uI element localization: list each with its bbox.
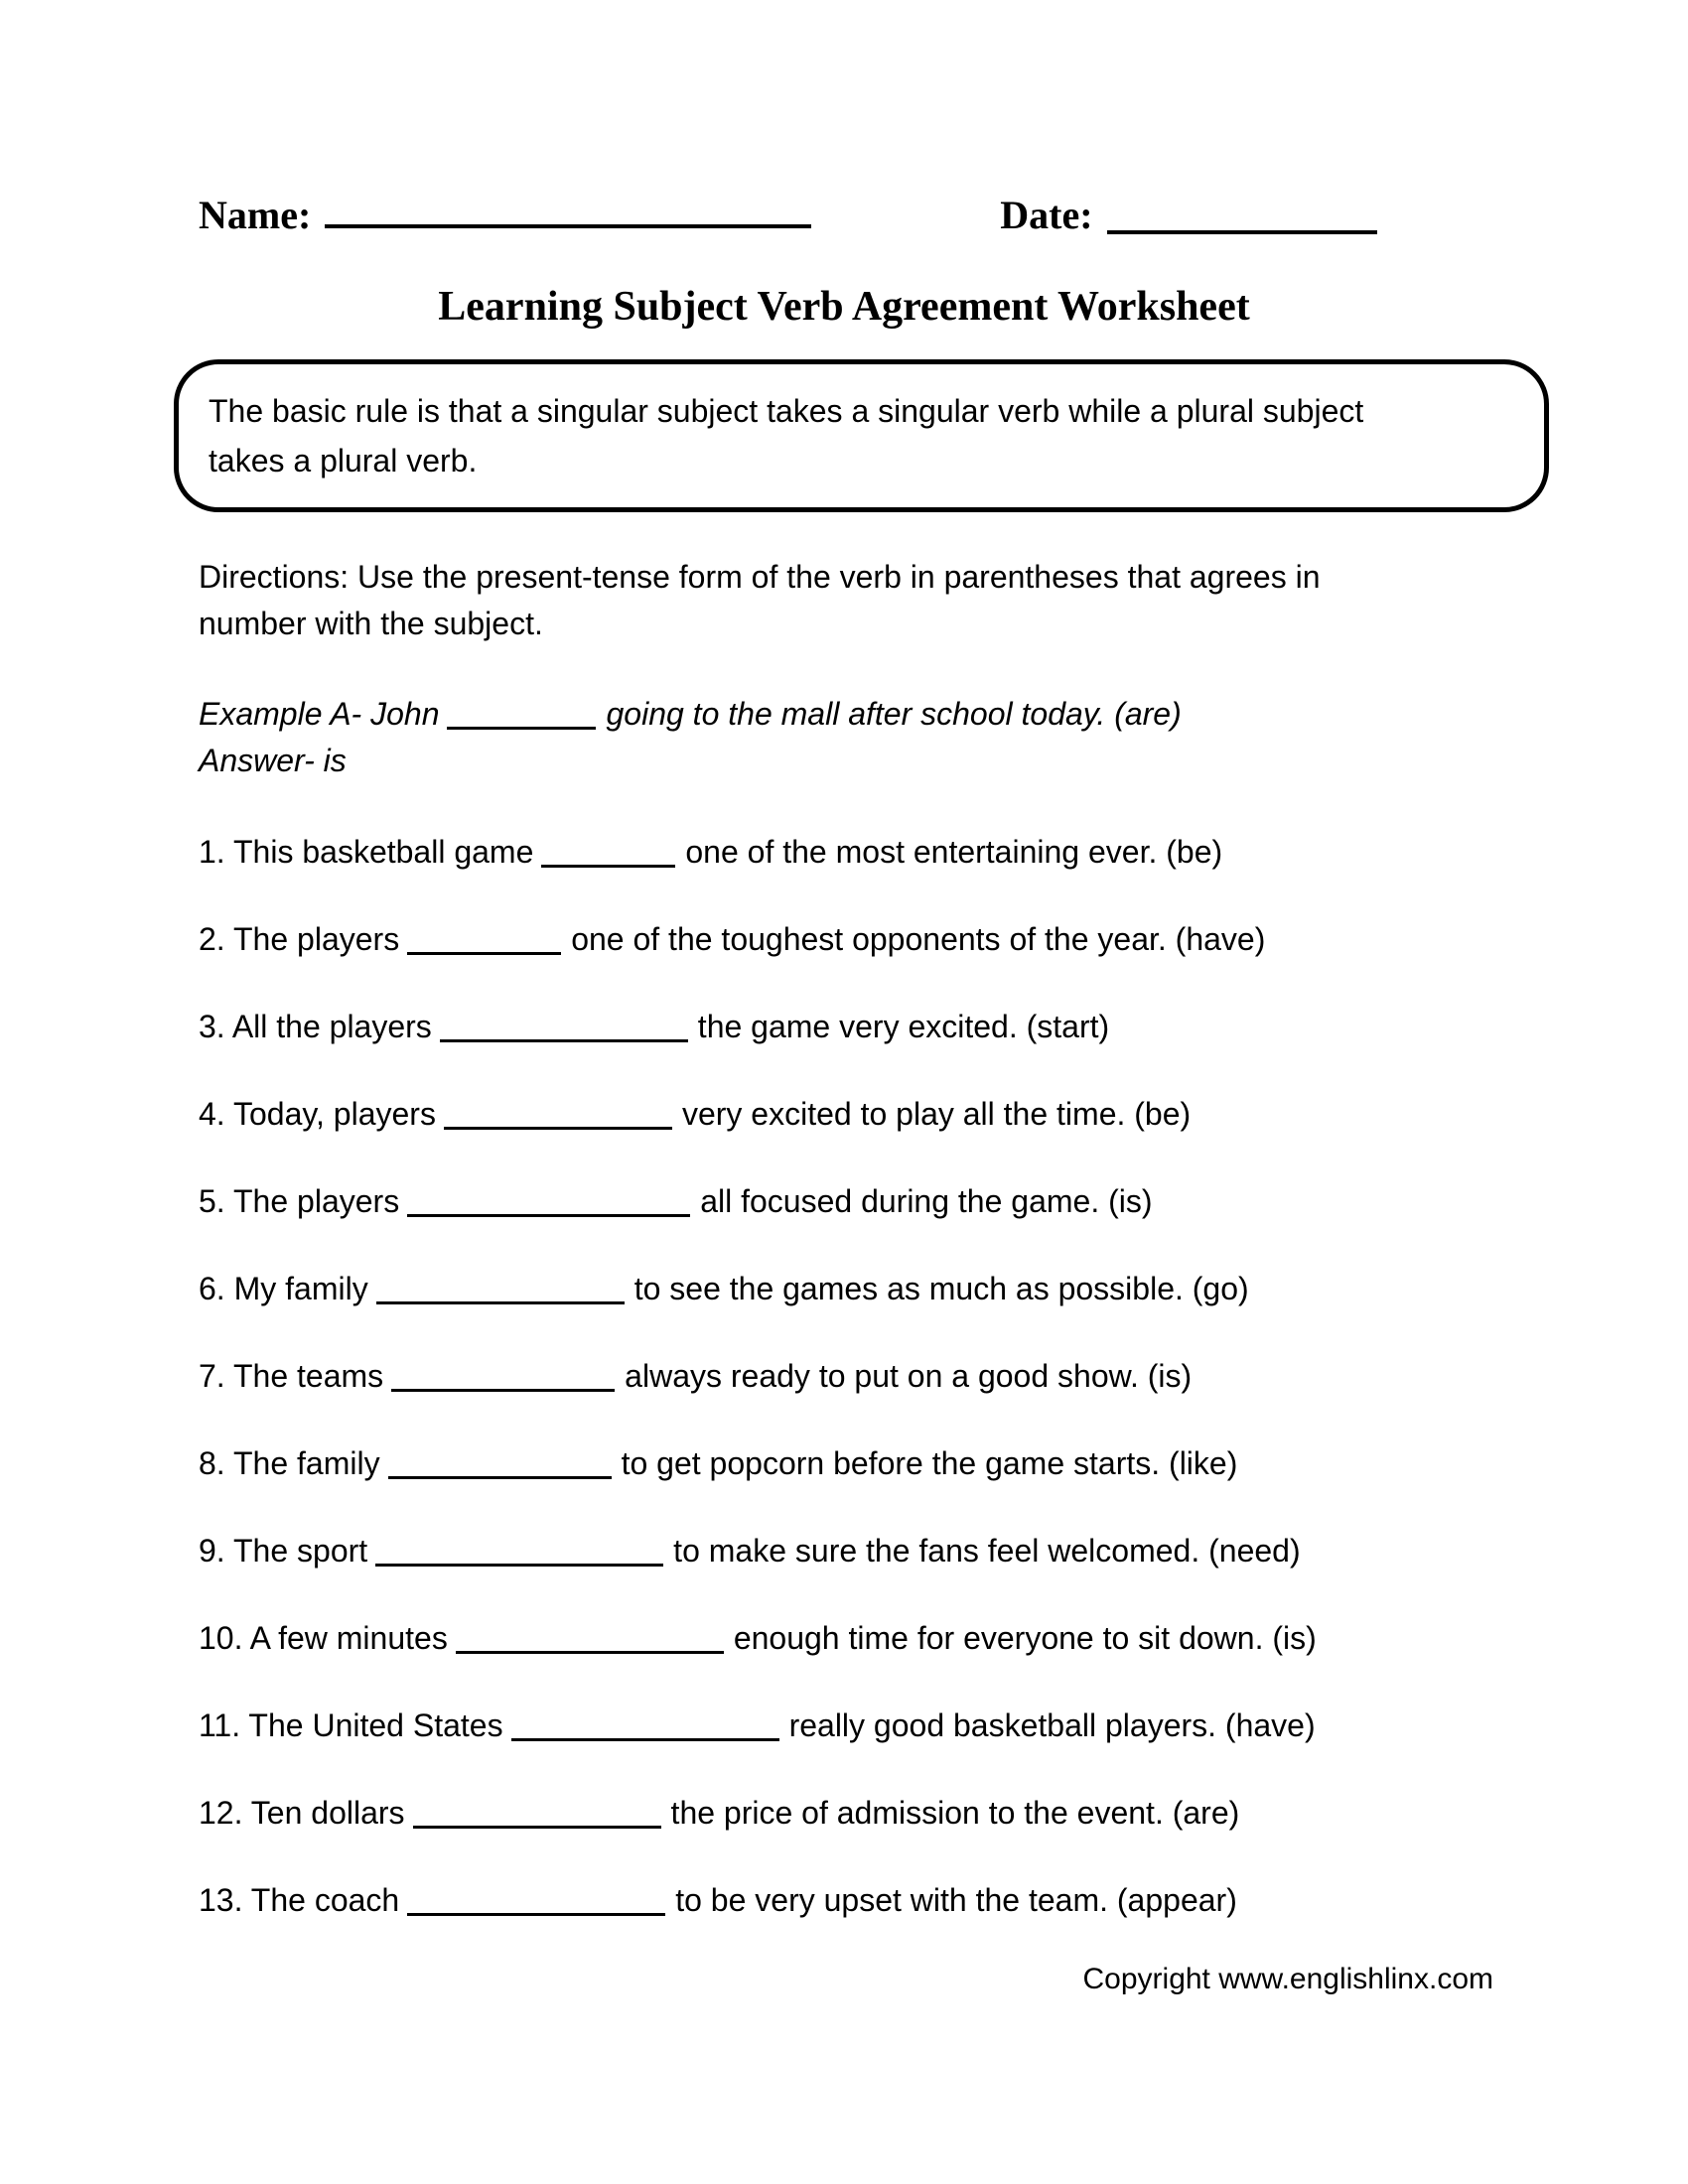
item-post: all focused during the game. (is) xyxy=(700,1183,1153,1219)
item-pre: 6. My family xyxy=(199,1271,368,1306)
item-post: one of the most entertaining ever. (be) xyxy=(685,834,1223,870)
item-post: to make sure the fans feel welcomed. (need) xyxy=(673,1533,1301,1569)
rule-box xyxy=(174,359,1549,512)
item-post: to be very upset with the team. (appear) xyxy=(675,1882,1237,1918)
worksheet-item xyxy=(199,832,1688,872)
page-title: Learning Subject Verb Agreement Worksheet xyxy=(438,284,1250,330)
worksheet-item xyxy=(199,1531,1688,1570)
example-answer: Answer- is xyxy=(199,743,347,778)
item-blank-line xyxy=(407,1214,690,1217)
item-blank-line xyxy=(440,1039,688,1042)
item-pre: 7. The teams xyxy=(199,1358,384,1394)
item-pre: 10. A few minutes xyxy=(199,1620,448,1656)
example-pre: Example A- John xyxy=(199,696,440,732)
item-blank-line xyxy=(391,1389,615,1392)
header-row xyxy=(0,0,1688,237)
item-post: really good basketball players. (have) xyxy=(788,1707,1316,1743)
items-list xyxy=(199,832,1688,1920)
example-blank-line xyxy=(447,727,596,730)
item-pre: 3. All the players xyxy=(199,1009,432,1044)
directions-line-1: Directions: Use the present-tense form of the verb in parentheses that agrees in xyxy=(199,559,1321,595)
example-sentence xyxy=(199,691,1549,738)
item-pre: 5. The players xyxy=(199,1183,400,1219)
worksheet-item xyxy=(199,1706,1688,1745)
worksheet-item xyxy=(199,919,1688,959)
name-blank-line xyxy=(325,224,811,228)
example-post: going to the mall after school today. (are) xyxy=(606,696,1182,732)
item-post: the game very excited. (start) xyxy=(697,1009,1110,1044)
directions xyxy=(199,554,1549,647)
item-post: very excited to play all the time. (be) xyxy=(681,1096,1192,1132)
worksheet-item xyxy=(199,1094,1688,1134)
item-blank-line xyxy=(541,865,675,868)
item-pre: 13. The coach xyxy=(199,1882,400,1918)
directions-line-2: number with the subject. xyxy=(199,606,543,641)
item-post: enough time for everyone to sit down. (is) xyxy=(733,1620,1317,1656)
item-pre: 9. The sport xyxy=(199,1533,368,1569)
date-blank-line xyxy=(1107,230,1377,234)
item-post: the price of admission to the event. (are) xyxy=(670,1795,1240,1831)
worksheet-item xyxy=(199,1443,1688,1483)
item-pre: 2. The players xyxy=(199,921,400,957)
item-pre: 4. Today, players xyxy=(199,1096,436,1132)
item-pre: 1. This basketball game xyxy=(199,834,534,870)
item-blank-line xyxy=(511,1738,779,1741)
item-post: to get popcorn before the game starts. (like) xyxy=(621,1445,1238,1481)
item-blank-line xyxy=(413,1826,661,1829)
item-pre: 8. The family xyxy=(199,1445,380,1481)
item-blank-line xyxy=(407,1913,665,1916)
item-blank-line xyxy=(456,1651,724,1654)
item-post: to see the games as much as possible. (go) xyxy=(633,1271,1249,1306)
item-blank-line xyxy=(407,952,561,955)
rule-line-2: takes a plural verb. xyxy=(209,443,478,478)
item-pre: 11. The United States xyxy=(199,1707,503,1743)
item-blank-line xyxy=(375,1564,663,1567)
worksheet-item xyxy=(199,1007,1688,1046)
item-post: always ready to put on a good show. (is) xyxy=(625,1358,1193,1394)
item-post: one of the toughest opponents of the year. (have) xyxy=(571,921,1266,957)
item-blank-line xyxy=(388,1476,612,1479)
example-block xyxy=(199,691,1549,784)
item-blank-line xyxy=(444,1127,672,1130)
copyright-text: Copyright www.englishlinx.com xyxy=(1082,1963,1493,1995)
item-pre: 12. Ten dollars xyxy=(199,1795,405,1831)
worksheet-item xyxy=(199,1269,1688,1308)
date-group xyxy=(1000,194,1376,237)
date-label: Date: xyxy=(1000,193,1093,237)
worksheet-item xyxy=(199,1181,1688,1221)
worksheet-item xyxy=(199,1793,1688,1833)
worksheet-item xyxy=(199,1880,1688,1920)
item-blank-line xyxy=(376,1301,625,1304)
worksheet-item xyxy=(199,1356,1688,1396)
name-label: Name: xyxy=(199,193,312,237)
rule-line-1: The basic rule is that a singular subject takes a singular verb while a plural subject xyxy=(209,393,1364,429)
worksheet-item xyxy=(199,1618,1688,1658)
